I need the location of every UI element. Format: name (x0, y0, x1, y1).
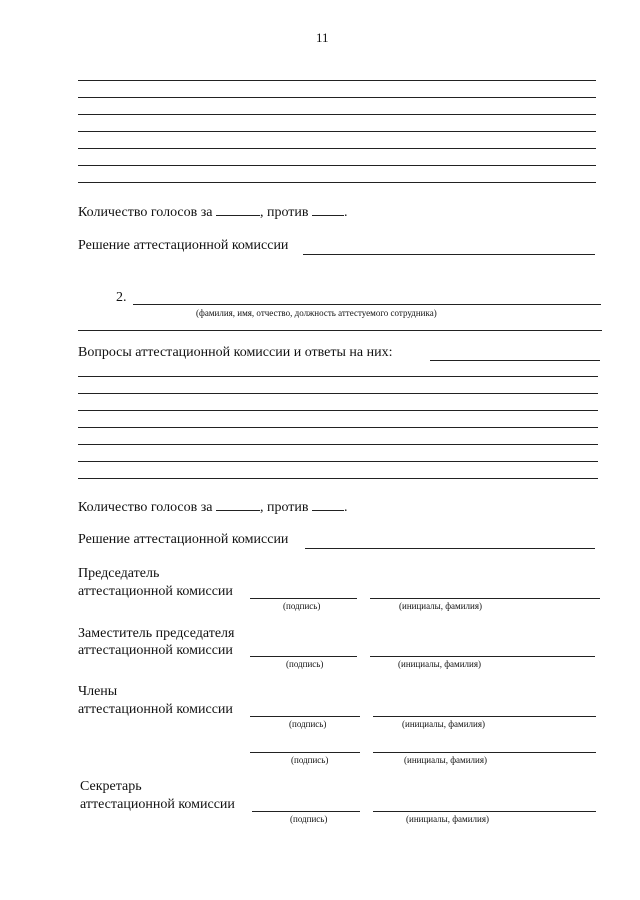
chairman-title-2: аттестационной комиссии (78, 584, 233, 599)
decision-label-1: Решение аттестационной комиссии (78, 238, 289, 253)
answer-line[interactable] (78, 97, 596, 98)
votes-end: . (344, 500, 348, 515)
votes-against-label: , против (260, 205, 309, 220)
secretary-title-2: аттестационной комиссии (80, 797, 235, 812)
deputy-title: Заместитель председателя (78, 626, 235, 641)
employee-name-hint: (фамилия, имя, отчество, должность аттестуемого сотрудника) (196, 308, 437, 318)
answer-line[interactable] (78, 427, 598, 428)
members-title-2: аттестационной комиссии (78, 702, 233, 717)
item-number-2: 2. (116, 290, 127, 305)
answer-line[interactable] (78, 80, 596, 81)
answer-line[interactable] (78, 165, 596, 166)
votes-for-label: Количество голосов за (78, 205, 213, 220)
deputy-initials-hint: (инициалы, фамилия) (398, 659, 481, 669)
answer-line[interactable] (78, 182, 596, 183)
votes-row-2 (78, 498, 348, 516)
employee-name-line-2[interactable] (78, 330, 602, 331)
member2-initials-hint: (инициалы, фамилия) (404, 755, 487, 765)
answer-line[interactable] (78, 131, 596, 132)
chairman-signature-hint: (подпись) (283, 601, 321, 611)
votes-for-field[interactable] (216, 203, 260, 216)
votes-end: . (344, 205, 348, 220)
member2-signature-field[interactable] (250, 752, 360, 753)
answer-line[interactable] (78, 148, 596, 149)
member1-signature-hint: (подпись) (289, 719, 327, 729)
deputy-title-2: аттестационной комиссии (78, 643, 233, 658)
member2-initials-field[interactable] (373, 752, 596, 753)
decision-field-2[interactable] (305, 548, 595, 549)
secretary-title: Секретарь (80, 779, 142, 794)
answer-line[interactable] (78, 393, 598, 394)
answer-line[interactable] (78, 410, 598, 411)
questions-field[interactable] (430, 360, 600, 361)
secretary-signature-hint: (подпись) (290, 814, 328, 824)
decision-label-2: Решение аттестационной комиссии (78, 532, 289, 547)
votes-row-1 (78, 203, 348, 221)
votes-for-label: Количество голосов за (78, 500, 213, 515)
page-number: 11 (316, 30, 329, 45)
member1-initials-hint: (инициалы, фамилия) (402, 719, 485, 729)
chairman-signature-field[interactable] (250, 598, 357, 599)
votes-for-field[interactable] (216, 498, 260, 511)
secretary-signature-field[interactable] (252, 811, 360, 812)
deputy-signature-hint: (подпись) (286, 659, 324, 669)
deputy-signature-field[interactable] (250, 656, 357, 657)
member1-initials-field[interactable] (373, 716, 596, 717)
chairman-initials-field[interactable] (370, 598, 600, 599)
questions-label: Вопросы аттестационной комиссии и ответы на них: (78, 345, 393, 360)
answer-line[interactable] (78, 478, 598, 479)
votes-against-field[interactable] (312, 498, 344, 511)
member2-signature-hint: (подпись) (291, 755, 329, 765)
answer-line[interactable] (78, 114, 596, 115)
member1-signature-field[interactable] (250, 716, 360, 717)
chairman-initials-hint: (инициалы, фамилия) (399, 601, 482, 611)
decision-field-1[interactable] (303, 254, 595, 255)
secretary-initials-field[interactable] (373, 811, 596, 812)
votes-against-label: , против (260, 500, 309, 515)
chairman-title: Председатель (78, 566, 160, 581)
answer-line[interactable] (78, 461, 598, 462)
members-title: Члены (78, 684, 118, 699)
answer-line[interactable] (78, 376, 598, 377)
deputy-initials-field[interactable] (370, 656, 595, 657)
employee-name-field[interactable] (133, 304, 601, 305)
secretary-initials-hint: (инициалы, фамилия) (406, 814, 489, 824)
answer-line[interactable] (78, 444, 598, 445)
votes-against-field[interactable] (312, 203, 344, 216)
